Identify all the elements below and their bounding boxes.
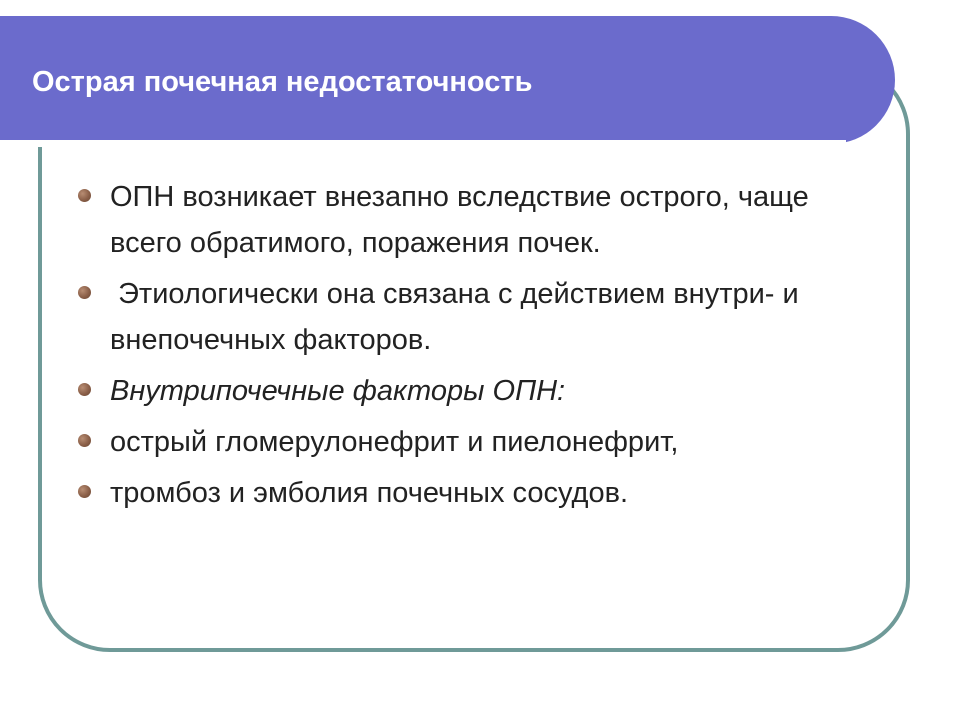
bullet-item xyxy=(76,368,876,414)
bullet-text: Внутрипочечные факторы ОПН: xyxy=(110,375,566,407)
title-underline xyxy=(0,140,846,147)
bullet-list xyxy=(76,174,876,521)
round-bullet-icon xyxy=(78,286,91,299)
bullet-item xyxy=(76,419,876,465)
round-bullet-icon xyxy=(78,434,91,447)
round-bullet-icon xyxy=(78,383,91,396)
bullet-text: острый гломерулонефрит и пиелонефрит, xyxy=(110,426,679,458)
bullet-item xyxy=(76,174,876,266)
bullet-item xyxy=(76,470,876,516)
slide-title: Острая почечная недостаточность xyxy=(32,66,533,98)
round-bullet-icon xyxy=(78,189,91,202)
bullet-text: Этиологически она связана с действием внутри- и внепочечных факторов. xyxy=(110,278,807,356)
bullet-text: тромбоз и эмболия почечных сосудов. xyxy=(110,477,629,509)
bullet-item xyxy=(76,271,876,363)
bullet-text: ОПН возникает внезапно вследствие острого, чаще всего обратимого, поражения почек. xyxy=(110,181,809,259)
round-bullet-icon xyxy=(78,485,91,498)
